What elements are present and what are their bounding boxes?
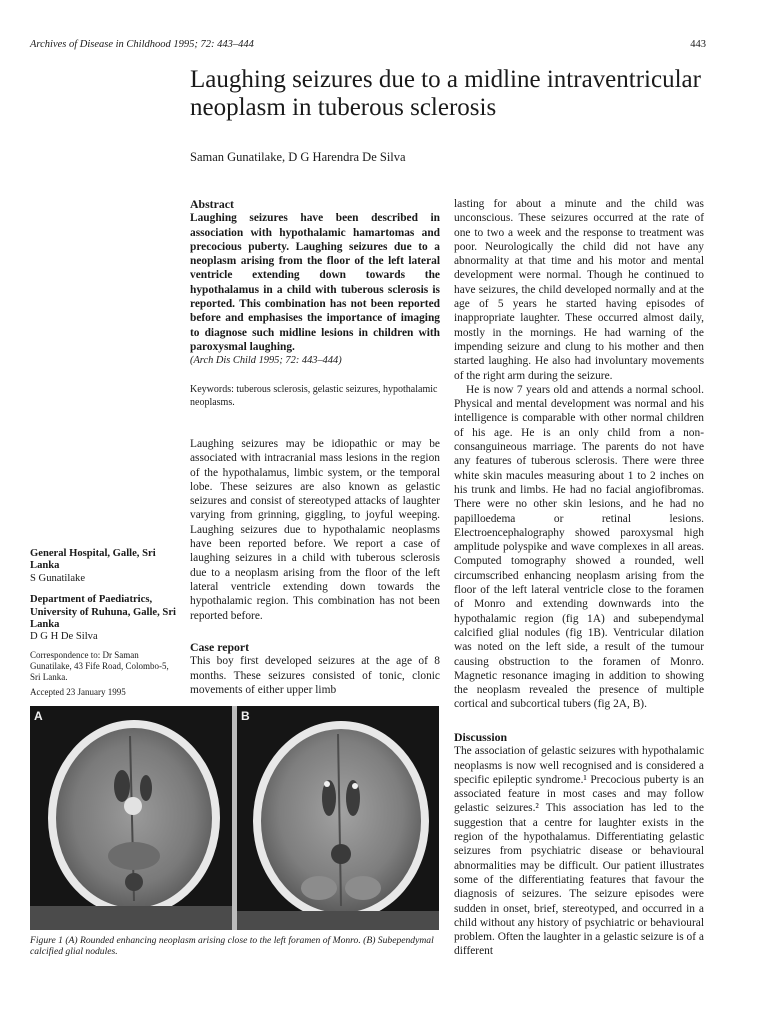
correspondence: Correspondence to: Dr Saman Gunatilake, 43 Fife Road, Colombo-5, Sri Lanka. xyxy=(30,649,169,682)
figure-1 xyxy=(30,706,439,930)
discussion-heading: Discussion xyxy=(454,730,508,744)
case-report-paragraph-2: He is now 7 years old and attends a normal school. Physical and mental development was normal and his intelligence is comparable with other normal children of his age. He is an only child from a non-consanguineous marriage. The parents do not have any features of tuberous sclerosis. There were three white skin macules measuring about 1 to 2 inches on his trunk and limbs. He had no facial angiofibromas. There were no other skin lesions, and he had no papilloedema or retinal lesions. Electroencephalography showed paroxysmal high amplitude polyspike and wave complexes in all areas. Computed tomography showed a rounded, well circumscribed enhancing neoplasm arising from the floor of the left lateral ventricle close to the foramen of Monro and extending downwards into the hypothalamic region (fig 1A) and subependymal calcified glial nodules (fig 1B). Ventricular dilation was noted on the left side, a result of the tumour causing obstruction to the foramen of Monro. Magnetic resonance imaging in addition to showing the neoplasm revealed the presence of multiple cortical and subcortical tubers (fig 2A, B). xyxy=(454,383,704,711)
ct-scan-panel-b xyxy=(237,706,439,930)
intro-paragraph: Laughing seizures may be idiopathic or may be associated with intracranial mass lesions in the region of the hypothalamus, limbic system, or the temporal lobe. These seizures are also known as gelastic seizures and consist of stereotyped attacks of laughter varying from grinning, giggling, to joyful weeping. Laughing seizures due to hypothalamic neoplasms have been reported before. We report a case of laughing seizures in a child with tuberous sclerosis due to a neoplasm arising from the floor of the left lateral ventricle extending down towards the hypothalamic region. This combination has not been reported before. xyxy=(190,438,440,622)
ct-scan-panel-a xyxy=(30,706,232,930)
case-report-continued xyxy=(454,197,704,712)
keywords: Keywords: tuberous sclerosis, gelastic seizures, hypothalamic neoplasms. xyxy=(190,384,438,408)
article-title: Laughing seizures due to a midline intraventricular neoplasm in tuberous sclerosis xyxy=(190,66,701,121)
abstract-heading: Abstract xyxy=(190,197,234,211)
affiliation-2-name: Department of Paediatrics, University of Ruhuna, Galle, Sri Lanka xyxy=(30,594,176,631)
affiliations xyxy=(30,548,180,698)
affiliation-1-name: General Hospital, Galle, Sri Lanka xyxy=(30,548,156,572)
abstract xyxy=(190,197,440,369)
figure-caption: Figure 1 (A) Rounded enhancing neoplasm arising close to the left foramen of Monro. (B) Subependymal calcified glial nodules. xyxy=(30,935,434,958)
introduction xyxy=(190,437,440,623)
case-report xyxy=(190,640,440,697)
case-report-paragraph-1-cont: lasting for about a minute and the child was unconscious. These seizures occurred at the rate of one to two a week and the response to treatment was poor. Neurologically the child did not have any abnormality at that time and his motor and mental development were normal. Though he continued to have seizures, the child developed normally and at the age of 5 years he started having episodes of inappropriate laughter. These occurred almost daily, mostly in the mornings. He had warning of the impending seizure and clung to his mother and then started laughing. He also had involuntary movements of the right arm during the seizure. xyxy=(454,198,704,382)
accepted-date: Accepted 23 January 1995 xyxy=(30,686,126,697)
ct-scan-b-image xyxy=(237,706,439,930)
page-number: 443 xyxy=(690,39,706,50)
abstract-citation: (Arch Dis Child 1995; 72: 443–444) xyxy=(190,355,342,367)
affiliation-2-person: D G H De Silva xyxy=(30,631,98,643)
panel-label-a: A xyxy=(34,709,43,723)
authors: Saman Gunatilake, D G Harendra De Silva xyxy=(190,150,406,164)
affiliation-1-person: S Gunatilake xyxy=(30,572,86,584)
ct-scan-a-image xyxy=(30,706,232,930)
discussion xyxy=(454,730,704,959)
panel-label-b: B xyxy=(241,709,250,723)
case-report-paragraph-1: This boy first developed seizures at the age of 8 months. These seizures consisted of tonic, clonic movements of either upper limb xyxy=(190,655,440,696)
discussion-paragraph: The association of gelastic seizures with hypothalamic neoplasms is now well recognised and is considered a specific epileptic syndrome.¹ Precocious puberty is an associated feature in most cases and may follow gelastic seizures.² This association has led to the suggestion that a centre for laughter exists in the region of the hypothalamus. Differentiating gelastic seizures from psychiatric disease or behavioural abnormalities may be difficult. Our patient illustrates some of the differentiating features that favour the diagnosis of seizures. The seizure episodes were sudden in onset, brief, stereotyped, and occurred in a child without any history of psychiatric or behavioural problem. Often the laughter in a gelastic seizure is of a different xyxy=(454,745,704,958)
case-report-heading: Case report xyxy=(190,640,250,654)
running-header: Archives of Disease in Childhood 1995; 72: 443–444 xyxy=(30,39,254,50)
abstract-body: Laughing seizures have been described in association with hypothalamic hamartomas and precocious puberty. Laughing seizures due to a neoplasm arising from the floor of the left lateral ventricle extending down towards the hypothalamus in a child with tuberous sclerosis is reported. This combination has not been reported before and emphasises the importance of imaging to diagnose such midline lesions in children with paroxysmal laughing. xyxy=(190,212,440,353)
